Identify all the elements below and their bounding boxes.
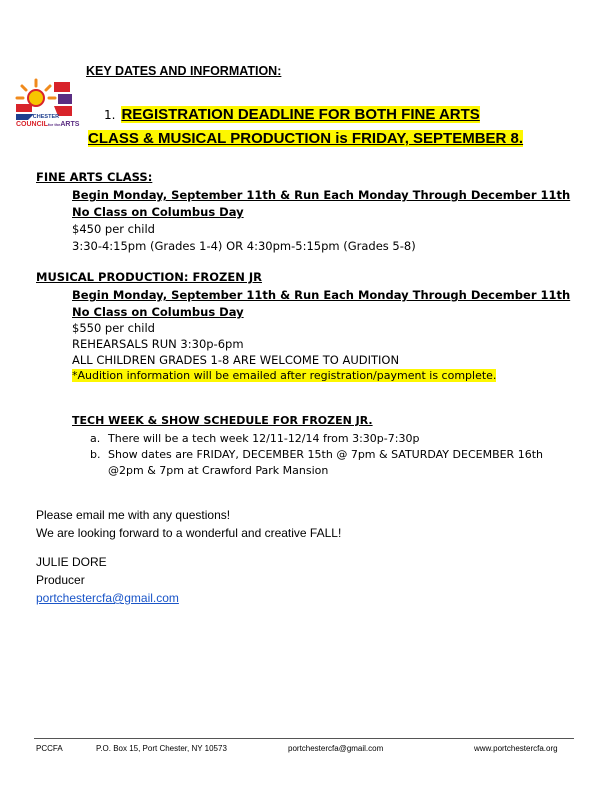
footer-website: www.portchestercfa.org xyxy=(474,744,558,753)
signature-email-link[interactable]: portchestercfa@gmail.com xyxy=(36,591,179,605)
footer-divider xyxy=(34,738,574,739)
fine-arts-schedule: Begin Monday, September 11th & Run Each Monday Through December 11th xyxy=(72,188,571,202)
tech-week-item-b-marker: b. xyxy=(90,448,101,461)
deadline-text-2: CLASS & MUSICAL PRODUCTION is FRIDAY, SEPTEMBER 8. xyxy=(88,130,524,147)
fine-arts-price: $450 per child xyxy=(72,222,155,236)
logo-text-council xyxy=(16,121,79,128)
musical-rehearsals: REHEARSALS RUN 3:30p-6pm xyxy=(72,337,244,351)
key-dates-heading: KEY DATES AND INFORMATION: xyxy=(86,64,282,78)
fine-arts-no-class: No Class on Columbus Day xyxy=(72,205,244,219)
musical-price: $550 per child xyxy=(72,321,155,335)
council-logo xyxy=(14,76,80,136)
logo-text-mid: COUNCIL xyxy=(16,121,48,128)
tech-week-item-a: There will be a tech week 12/11-12/14 from 3:30p-7:30p xyxy=(108,432,420,445)
deadline-text-1: REGISTRATION DEADLINE FOR BOTH FINE ARTS xyxy=(121,106,480,123)
deadline-line-2 xyxy=(88,128,523,147)
fine-arts-times: 3:30-4:15pm (Grades 1-4) OR 4:30pm-5:15pm (Grades 5-8) xyxy=(72,239,416,253)
footer-email: portchestercfa@gmail.com xyxy=(288,744,384,753)
musical-title: MUSICAL PRODUCTION: FROZEN JR xyxy=(36,270,262,284)
deadline-line-1 xyxy=(104,104,480,123)
logo-text-end: ARTS xyxy=(60,121,80,128)
signature-name: JULIE DORE xyxy=(36,555,107,569)
footer-address: P.O. Box 15, Port Chester, NY 10573 xyxy=(96,744,227,753)
deadline-number: 1. xyxy=(104,108,116,122)
closing-line-2: We are looking forward to a wonderful and creative FALL! xyxy=(36,526,342,540)
closing-line-1: Please email me with any questions! xyxy=(36,508,231,522)
musical-schedule: Begin Monday, September 11th & Run Each Monday Through December 11th xyxy=(72,288,571,302)
musical-no-class: No Class on Columbus Day xyxy=(72,305,244,319)
musical-welcome: ALL CHILDREN GRADES 1-8 ARE WELCOME TO AUDITION xyxy=(72,353,400,367)
footer-org: PCCFA xyxy=(36,744,63,753)
fine-arts-title: FINE ARTS CLASS: xyxy=(36,170,153,184)
tech-week-item-a-marker: a. xyxy=(90,432,101,445)
logo-text-small: for the xyxy=(47,122,61,127)
signature-role: Producer xyxy=(36,573,85,587)
logo-text-top: PORT CHESTER xyxy=(16,114,60,120)
tech-week-item-b-cont: @2pm & 7pm at Crawford Park Mansion xyxy=(108,464,329,477)
audition-note: *Audition information will be emailed after registration/payment is complete. xyxy=(72,369,497,382)
tech-week-item-b: Show dates are FRIDAY, DECEMBER 15th @ 7pm & SATURDAY DECEMBER 16th xyxy=(108,448,543,461)
tech-week-title: TECH WEEK & SHOW SCHEDULE FOR FROZEN JR. xyxy=(72,414,373,427)
